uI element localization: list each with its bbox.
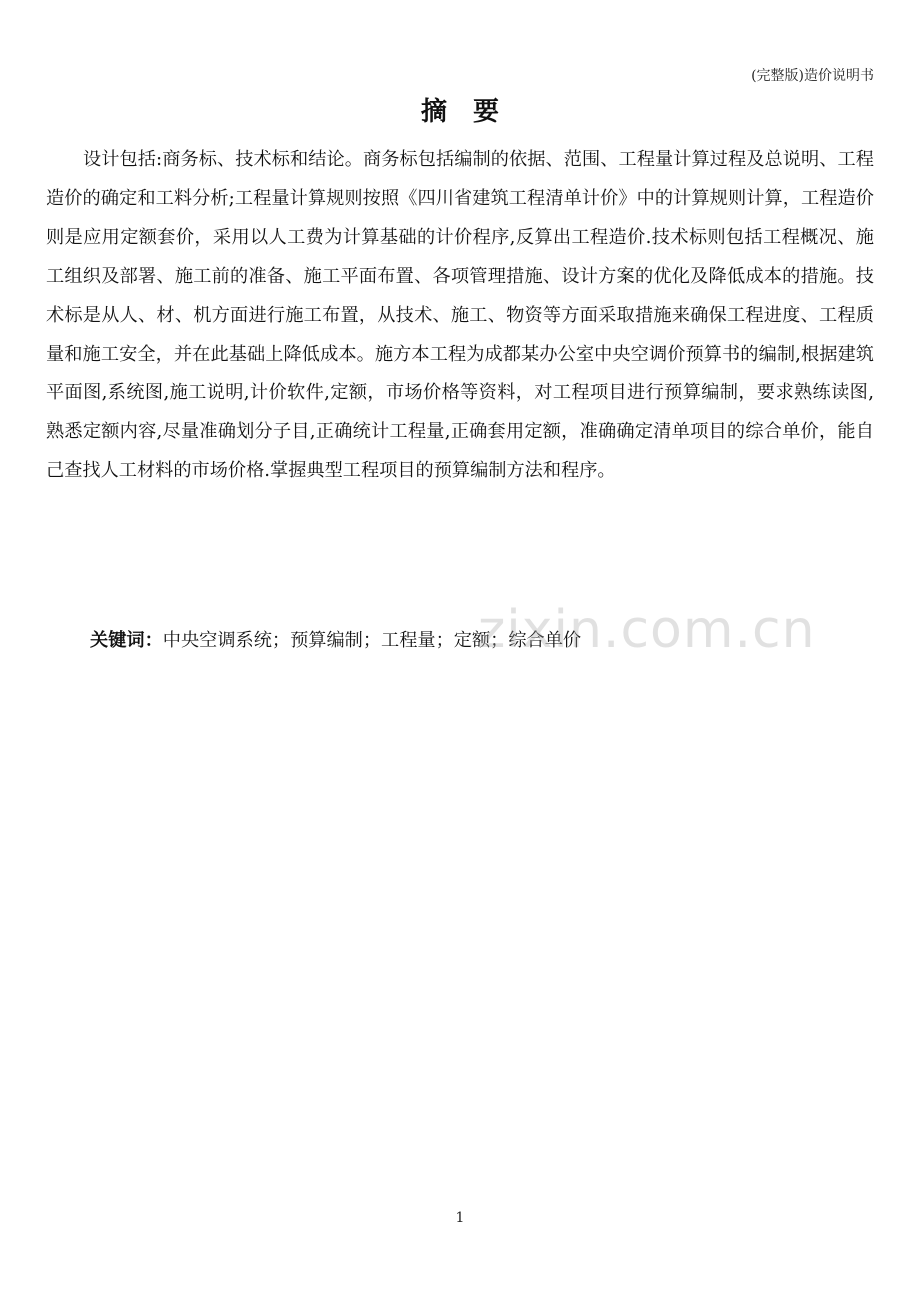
keywords-line bbox=[90, 626, 870, 656]
page-number: 1 bbox=[455, 1210, 465, 1226]
running-header: (完整版)造价说明书 bbox=[751, 68, 874, 84]
keywords-text: 中央空调系统；预算编制；工程量；定额；综合单价 bbox=[162, 630, 582, 651]
abstract-paragraph: 设计包括:商务标、技术标和结论。商务标包括编制的依据、范围、工程量计算过程及总说明、工程造价的确定和工料分析;工程量计算规则按照《四川省建筑工程清单计价》中的计算规则计算，工程造价则是应用定额套价，采用以人工费为计算基础的计价程序,反算出工程造价.技术标则包括工程概况、施工组织及部署、施工前的准备、施工平面布置、各项管理措施、设计方案的优化及降低成本的措施。技术标是从人、材、机方面进行施工布置，从技术、施工、物资等方面采取措施来确保工程进度、工程质量和施工安全，并在此基础上降低成本。施方本工程为成都某办公室中央空调价预算书的编制,根据建筑平面图,系统图,施工说明,计价软件,定额，市场价格等资料，对工程项目进行预算编制，要求熟练读图,熟悉定额内容,尽量准确划分子目,正确统计工程量,正确套用定额，准确确定清单项目的综合单价，能自己查找人工材料的市场价格.掌握典型工程项目的预算编制方法和程序。 bbox=[46, 149, 874, 482]
watermark: zixin.com.cn bbox=[478, 600, 816, 660]
page-title: 摘要 bbox=[420, 97, 525, 127]
keywords-label: 关键词： bbox=[90, 630, 163, 651]
